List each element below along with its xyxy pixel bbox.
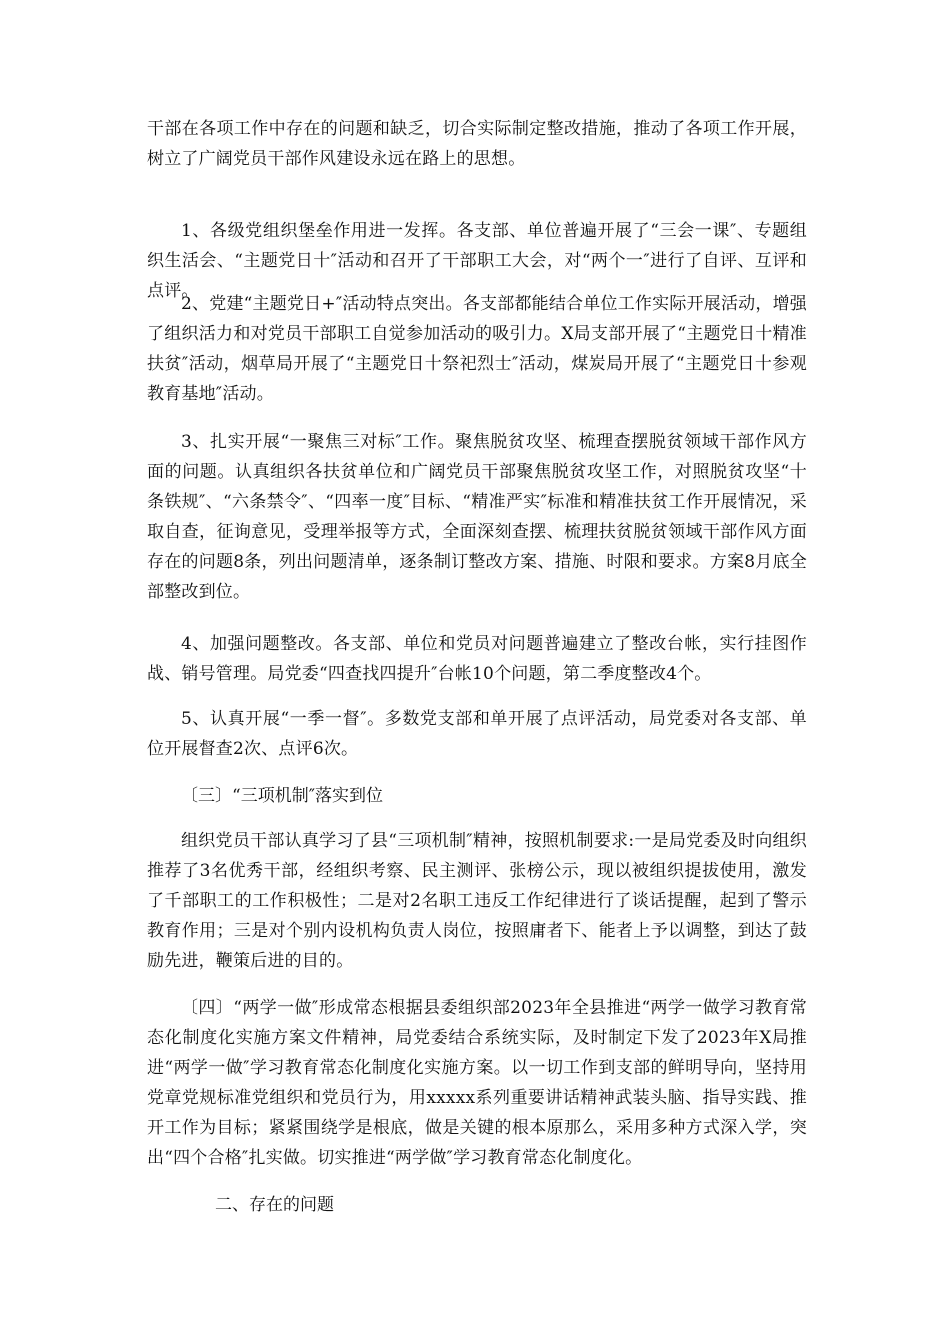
paragraph-two-studies-one-action: 〔四〕“两学一做″形成常态根据县委组织部2023年全县推进“两学一做学习教育常态化制度化实施方案文件精神，局党委结合系统实际，及时制定下发了2023年X局推进“两学一做″学习教育常态化制度化实施方案。以一切工作到支部的鲜明导向，坚持用党章党规标准党组织和党员行为，用xxxxx系列重要讲话精神武装头脑、指导实践、推开工作为目标；紧紧围绕学是根底，做是关键的根本原那么，采用多种方式深入学，突出“四个合格″扎实做。切实推进“两学做″学习教育常态化制度化。: [147, 998, 807, 1168]
paragraph-item-3: 3、扎实开展“一聚焦三对标″工作。聚焦脱贫攻坚、梳理查摆脱贫领域干部作风方面的问题。认真组织各扶贫单位和广阔党员干部聚焦脱贫攻坚工作，对照脱贫攻坚“十条铁规″、“六条禁令″、“四率一度″目标、“精准严实″标准和精准扶贫工作开展情况，采取自查，征询意见，受理举报等方式，全面深刻查摆、梳理扶贫脱贫领域干部作风方面存在的问题8条，列出问题清单，逐条制订整改方案、措施、时限和要求。方案8月底全部整改到位。: [147, 432, 807, 602]
paragraph-intro-continuation: 干部在各项工作中存在的问题和缺乏，切合实际制定整改措施，推动了各项工作开展，树立了广阔党员干部作风建设永远在路上的思想。: [147, 119, 807, 169]
paragraph-item-5: 5、认真开展“一季一督″。多数党支部和单开展了点评活动，局党委对各支部、单位开展督查2次、点评6次。: [147, 709, 807, 759]
paragraph-item-4: 4、加强问题整改。各支部、单位和党员对问题普遍建立了整改台帐，实行挂图作战、销号管理。局党委“四查找四提升″台帐10个问题，第二季度整改4个。: [147, 634, 807, 684]
paragraph-item-1: 1、各级党组织堡垒作用进一发挥。各支部、单位普遍开展了“三会一课″、专题组织生活会、“主题党日十″活动和召开了干部职工大会，对“两个一″进行了自评、互评和点评。: [147, 221, 807, 301]
paragraph-item-2: 2、党建“主题党日+″活动特点突出。各支部都能结合单位工作实际开展活动，增强了组织活力和对党员干部职工自觉参加活动的吸引力。X局支部开展了“主题党日十精准扶贫″活动，烟草局开展了“主题党日十祭祀烈士″活动，煤炭局开展了“主题党日十参观教育基地″活动。: [147, 294, 807, 404]
section-heading-three-mechanisms: 〔三〕“三项机制″落实到位: [181, 786, 384, 806]
section-heading-existing-problems: 二、存在的问题: [215, 1195, 334, 1215]
paragraph-three-mechanisms: 组织党员干部认真学习了县“三项机制″精神，按照机制要求:一是局党委及时向组织推荐了3名优秀干部，经组织考察、民主测评、张榜公示，现以被组织提拔使用，激发了千部职工的工作积极性；二是对2名职工违反工作纪律进行了谈话提醒，起到了警示教育作用；三是对个别内设机构负责人岗位，按照庸者下、能者上予以调整，到达了鼓励先进，鞭策后进的目的。: [147, 831, 807, 971]
